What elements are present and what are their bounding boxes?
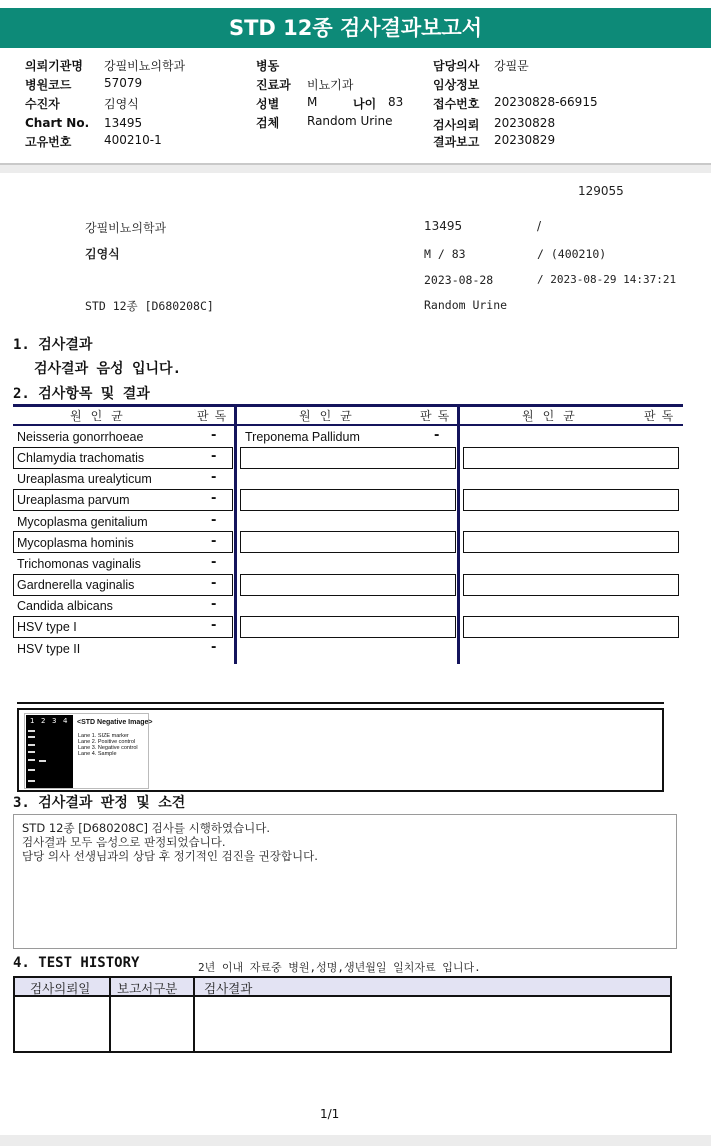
- pathogen-result: -: [211, 597, 217, 612]
- col1-header-result: 판독: [197, 409, 233, 423]
- specimen-label: 검체: [256, 116, 280, 130]
- doctor-label: 담당의사: [433, 59, 480, 73]
- pathogen-name: HSV type II: [17, 642, 81, 656]
- row-box: [463, 531, 679, 553]
- department-value: 비뇨기과: [307, 78, 354, 92]
- hospital-code-label: 병원코드: [25, 78, 72, 92]
- col2-header-result: 판독: [420, 409, 456, 423]
- col3-header-name: 원인균: [522, 409, 584, 423]
- gel-legend-line: Lane 1. SIZE marker: [78, 733, 129, 739]
- specimen-value: Random Urine: [307, 114, 393, 128]
- age-label: 나이: [353, 97, 377, 111]
- gel-band: [28, 736, 35, 738]
- gel-legend-title: <STD Negative Image>: [77, 719, 153, 726]
- request-date-label: 검사의뢰: [433, 118, 480, 132]
- pathogen-name: Chlamydia trachomatis: [17, 451, 145, 465]
- section3-title: 3. 검사결과 판정 및 소견: [13, 795, 186, 811]
- gel-band: [28, 759, 35, 761]
- section2-title: 2. 검사항목 및 결과: [13, 386, 150, 402]
- section1-summary: 검사결과 음성 입니다.: [34, 361, 182, 377]
- patient-value: 김영식: [104, 97, 139, 111]
- pathogen-result: -: [434, 428, 440, 443]
- header-gray-band: [0, 165, 711, 173]
- pathogen-result: -: [211, 491, 217, 506]
- pathogen-name: Gardnerella vaginalis: [17, 578, 135, 592]
- gel-band: [28, 730, 35, 732]
- row-box: [463, 489, 679, 511]
- patient-specimen: Random Urine: [424, 298, 508, 312]
- gel-band: [28, 751, 35, 753]
- report-date-label: 결과보고: [433, 135, 480, 149]
- report-title: STD 12종 검사결과보고서: [0, 8, 711, 48]
- pathogen-result: -: [211, 470, 217, 485]
- col1-header-name: 원인균: [70, 409, 132, 423]
- pathogen-result: -: [211, 534, 217, 549]
- code-right: 129055: [578, 184, 624, 198]
- row-box: [463, 574, 679, 596]
- patient-sex-age: M / 83: [424, 247, 466, 261]
- pathogen-result: -: [211, 640, 217, 655]
- row-box: [240, 616, 456, 638]
- opinion-line: 담당 의사 선생님과의 상담 후 정기적인 검진을 권장합니다.: [22, 849, 318, 863]
- patient-clinic: 강필비뇨의학과: [85, 221, 167, 235]
- row-box: [240, 447, 456, 469]
- lane-number: 3: [52, 717, 57, 725]
- gel-band: [28, 769, 35, 771]
- gel-band: [28, 780, 35, 782]
- clinical-info-label: 임상정보: [433, 78, 480, 92]
- pathogen-name: Mycoplasma hominis: [17, 536, 134, 550]
- table-header-line: [13, 424, 683, 426]
- age-value: 83: [388, 95, 404, 109]
- chart-no-label: Chart No.: [25, 116, 90, 130]
- section1-title: 1. 검사결과: [13, 337, 93, 353]
- gel-legend-line: Lane 4. Sample: [78, 751, 117, 757]
- gel-band: [39, 760, 46, 762]
- row-box: [463, 447, 679, 469]
- sex-label: 성별: [256, 97, 280, 111]
- clinic-value: 강필비뇨의학과: [104, 59, 186, 73]
- gel-image-thumbnail: [24, 713, 153, 789]
- history-col-divider: [109, 976, 111, 1053]
- pathogen-name: Treponema Pallidum: [245, 430, 360, 444]
- patient-chart: 13495: [424, 219, 463, 233]
- pathogen-result: -: [211, 618, 217, 633]
- receipt-no-value: 20230828-66915: [494, 95, 598, 109]
- gel-band: [28, 744, 35, 746]
- footer-band: [0, 1135, 711, 1146]
- pathogen-name: Neisseria gonorrhoeae: [17, 430, 144, 444]
- ward-label: 병동: [256, 59, 280, 73]
- image-divider: [17, 702, 664, 704]
- history-note: 2년 이내 자료중 병원,성명,생년월일 일치자료 입니다.: [198, 961, 481, 974]
- receipt-no-label: 접수번호: [433, 97, 480, 111]
- pathogen-name: Candida albicans: [17, 599, 113, 613]
- pathogen-name: Ureaplasma urealyticum: [17, 472, 152, 486]
- col3-header-result: 판독: [644, 409, 680, 423]
- pathogen-result: -: [211, 513, 217, 528]
- unique-id-value: 400210-1: [104, 133, 162, 147]
- history-col-divider: [193, 976, 195, 1053]
- row-box: [240, 489, 456, 511]
- row-box: [463, 616, 679, 638]
- hospital-code-value: 57079: [104, 76, 143, 90]
- department-label: 진료과: [256, 78, 291, 92]
- patient-slash: /: [537, 219, 542, 233]
- table-col-divider-2: [457, 404, 460, 664]
- col2-header-name: 원인균: [299, 409, 361, 423]
- sex-value: M: [307, 95, 318, 109]
- clinic-label: 의뢰기관명: [25, 59, 83, 73]
- history-header-type: 보고서구분: [117, 981, 178, 996]
- pathogen-result: -: [211, 555, 217, 570]
- gel-legend-line: Lane 2. Positive control: [78, 739, 136, 745]
- report-date-value: 20230829: [494, 133, 556, 147]
- opinion-line: STD 12종 [D680208C] 검사를 시행하였습니다.: [22, 821, 271, 835]
- unique-id-label: 고유번호: [25, 135, 72, 149]
- section4-title: 4. TEST HISTORY: [13, 955, 140, 971]
- pathogen-result: -: [211, 428, 217, 443]
- pathogen-result: -: [211, 449, 217, 464]
- row-box: [240, 574, 456, 596]
- table-col-divider-1: [234, 404, 237, 664]
- chart-no-value: 13495: [104, 116, 143, 130]
- lane-number: 2: [41, 717, 46, 725]
- opinion-line: 검사결과 모두 음성으로 판정되었습니다.: [22, 835, 226, 849]
- history-header-result: 검사결과: [204, 981, 253, 996]
- history-header-row: [15, 978, 670, 997]
- patient-test-name: STD 12종 [D680208C]: [85, 299, 214, 313]
- history-header-date: 검사의뢰일: [30, 981, 91, 996]
- lane-number: 4: [63, 717, 68, 725]
- patient-label: 수진자: [25, 97, 60, 111]
- doctor-value: 강필문: [494, 59, 529, 73]
- request-date-value: 20230828: [494, 116, 556, 130]
- patient-report-datetime: / 2023-08-29 14:37:21: [537, 273, 677, 286]
- pathogen-result: -: [211, 576, 217, 591]
- patient-received-date: 2023-08-28: [424, 273, 494, 287]
- patient-id-paren: / (400210): [537, 247, 607, 261]
- patient-name: 김영식: [85, 247, 120, 261]
- gel-legend-line: Lane 3. Negative control: [78, 745, 138, 751]
- pathogen-name: Mycoplasma genitalium: [17, 515, 148, 529]
- row-box: [240, 531, 456, 553]
- lane-number: 1: [30, 717, 35, 725]
- pathogen-name: HSV type I: [17, 620, 77, 634]
- pathogen-name: Ureaplasma parvum: [17, 493, 130, 507]
- page-number: 1/1: [320, 1107, 340, 1121]
- pathogen-name: Trichomonas vaginalis: [17, 557, 141, 571]
